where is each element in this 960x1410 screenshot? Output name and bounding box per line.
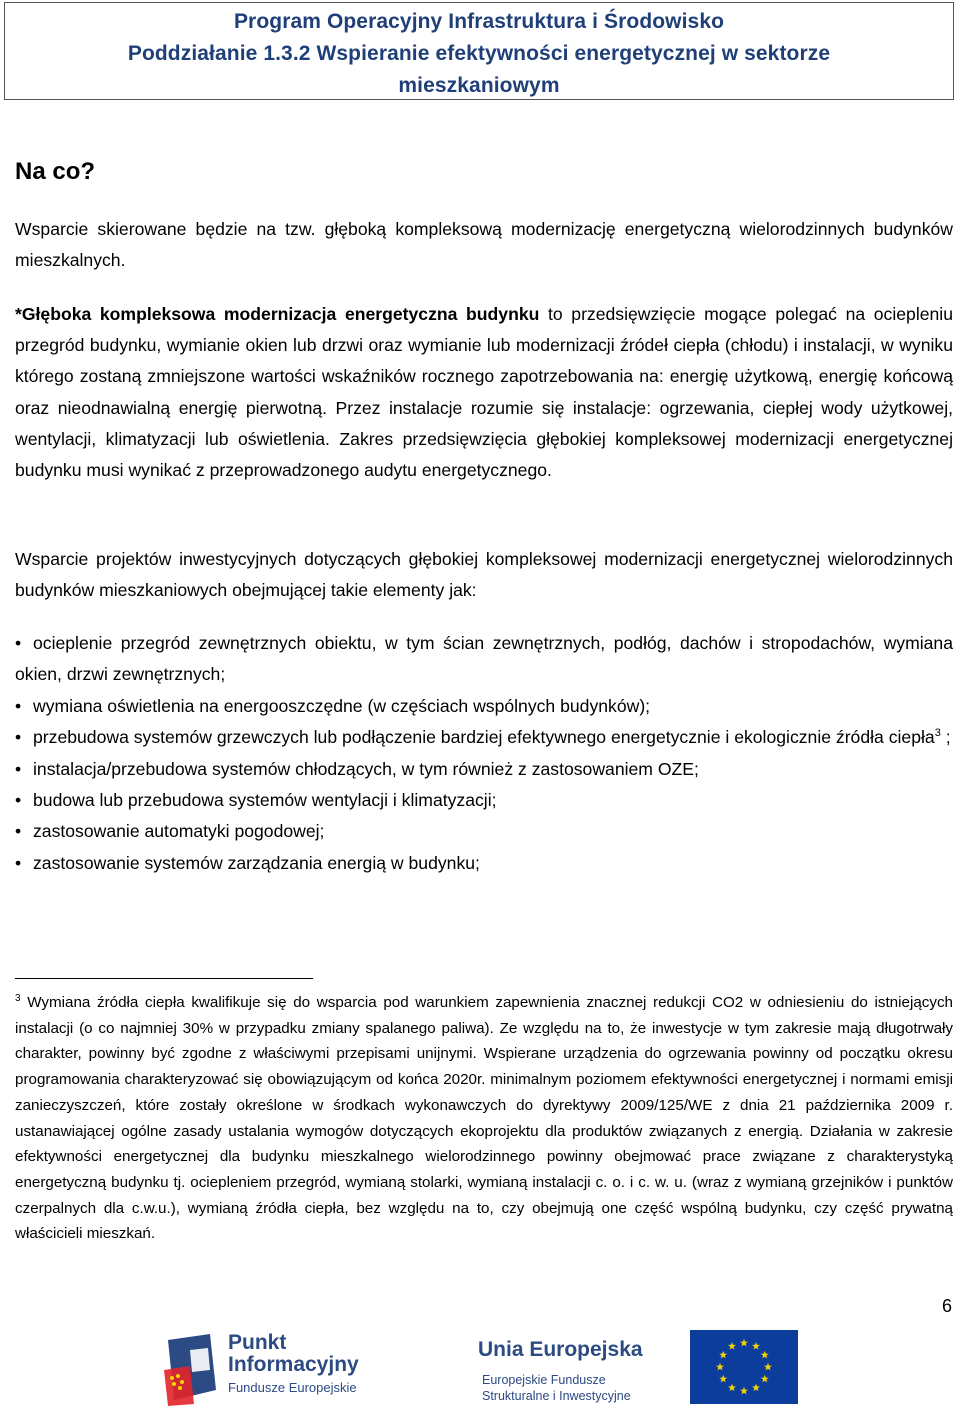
logo-title: Unia Europejska xyxy=(478,1338,643,1361)
definition-paragraph xyxy=(15,299,953,486)
list-item: • zastosowanie systemów zarządzania energią w budynku; xyxy=(15,848,953,879)
list-item: • budowa lub przebudowa systemów wentylacji i klimatyzacji; xyxy=(15,785,953,816)
footnote xyxy=(15,990,953,1247)
definition-term: *Głęboka kompleksowa modernizacja energetyczna budynku xyxy=(15,304,540,324)
list-item: • zastosowanie automatyki pogodowej; xyxy=(15,816,953,847)
footnote-text: Wymiana źródła ciepła kwalifikuje się do wsparcia pod warunkiem zapewnienia znacznej redukcji CO2 w odniesieniu do istniejących instalacji (o co najmniej 30% w przypadku zmiany spalanego paliwa). Ze względu na to, że inwestycje w tym zakresie mają długotrwały charakter, powinny być zgodne z właściwymi przepisami unijnymi. Wspierane urządzenia do ogrzewania powinny od początku okresu programowania charakteryzować się obowiązującym od końca 2020r. minimalnym poziomem efektywności energetycznej i normami emisji zanieczyszczeń, które zostały określone w środkach wykonawczych do dyrektywy 2009/125/WE z dnia 21 października 2009 r. ustanawiającej ogólne zasady ustalania wymogów dotyczących ekoprojektu dla produktów związanych z energią. Działania w zakresie efektywności energetycznej dla budynku mieszkalnego wielorodzinnego powinny obejmować prace związane z charakterystyką energetyczną budynku tj. ociepleniem przegród, wymianą stolarki, wymianą instalacji c. o. i c. w. u. (wraz z wymianą grzejników i punktów czerpalnych dla c.w.u.), wymianą źródła ciepła, bez względu na to, czy obejmują one część wspólną budynku, czy część prywatną właścicieli mieszkań. xyxy=(15,994,953,1243)
list-item: • instalacja/przebudowa systemów chłodzących, w tym również z zastosowaniem OZE; xyxy=(15,754,953,785)
logo-subtitle-2: Strukturalne i Inwestycyjne xyxy=(482,1389,631,1403)
fundusze-europejskie-emblem-icon xyxy=(160,1330,222,1406)
page-number: 6 xyxy=(941,1296,952,1316)
bullet-icon: • xyxy=(15,790,22,811)
document-header xyxy=(4,2,954,100)
list-item: • wymiana oświetlenia na energooszczędne (w częściach wspólnych budynków); xyxy=(15,691,953,722)
footnote-ref[interactable]: 3 xyxy=(934,727,941,740)
section-heading: Na co? xyxy=(15,158,96,185)
definition-text: to przedsięwzięcie mogące polegać na ociepleniu przegród budynku, wymianie okien lub drzwi oraz wymianie lub modernizacji źródeł ciepła (chłodu) i instalacji, w wyniku którego zostaną zmniejszone wartości wskaźników rocznego zapotrzebowania na: energię użytkową, energię końcową oraz nieodnawialną energię pierwotną. Przez instalacje rozumie się instalacje: ogrzewania, ciepłej wody użytkowej, wentylacji, klimatyzacji lub oświetlenia. Zakres przedsięwzięcia głębokiej kompleksowej modernizacji energetycznej budynku musi wynikać z przeprowadzonego audytu energetycznego. xyxy=(15,304,953,481)
bullet-icon: • xyxy=(15,727,22,748)
bullet-icon: • xyxy=(15,821,22,842)
bullet-icon: • xyxy=(15,695,22,716)
bullet-icon: • xyxy=(15,758,22,779)
intro-paragraph: Wsparcie skierowane będzie na tzw. głęboką kompleksową modernizację energetyczną wielorodzinnych budynków mieszkalnych. xyxy=(15,219,953,271)
footnote-separator xyxy=(15,978,313,979)
logo-subtitle-1: Europejskie Fundusze xyxy=(482,1373,606,1387)
unia-europejska-logo xyxy=(478,1330,798,1406)
bullet-icon: • xyxy=(15,852,22,873)
punkt-informacyjny-logo xyxy=(160,1330,380,1406)
list-item: • przebudowa systemów grzewczych lub podłączenie bardziej efektywnego energetycznie i ekologicznie źródła ciepła$^3$ ; xyxy=(15,722,953,753)
header-line-1: Program Operacyjny Infrastruktura i Środowisko xyxy=(233,10,725,33)
header-line-3: mieszkaniowym xyxy=(398,74,560,97)
list-item: • ocieplenie przegród zewnętrznych obiektu, w tym ścian zewnętrznych, podłóg, dachów i stropodachów, wymiana okien, drzwi zewnętrznych; xyxy=(15,628,953,691)
bullet-icon: • xyxy=(15,633,22,653)
support-intro-paragraph: Wsparcie projektów inwestycyjnych dotyczących głębokiej kompleksowej modernizacji energetycznej wielorodzinnych budynków mieszkaniowych obejmującej takie elementy jak: xyxy=(15,549,953,601)
header-line-2: Poddziałanie 1.3.2 Wspieranie efektywności energetycznej w sektorze xyxy=(127,42,831,65)
logo-subtitle: Fundusze Europejskie xyxy=(228,1380,357,1395)
eu-flag-icon xyxy=(690,1330,798,1404)
elements-list xyxy=(15,628,953,879)
logo-title: Punkt Informacyjny xyxy=(228,1331,359,1376)
footnote-number: 3 xyxy=(15,992,21,1004)
